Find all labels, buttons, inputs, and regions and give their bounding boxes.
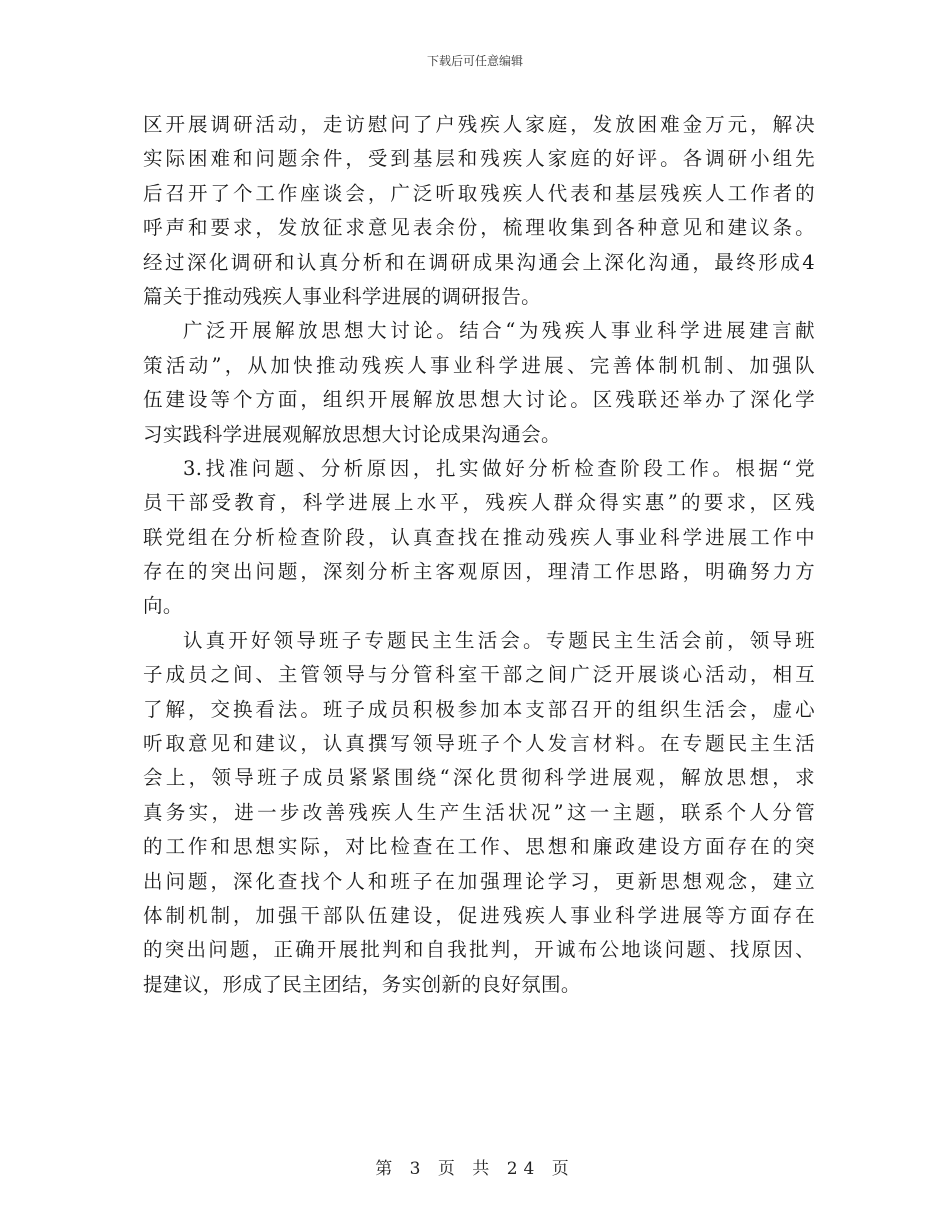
text-line: 后召开了个工作座谈会，广泛听取残疾人代表和基层残疾人工作者的 xyxy=(143,181,815,205)
text-line: 习实践科学进展观解放思想大讨论成果沟通会。 xyxy=(143,422,561,446)
text-line: 的工作和思想实际，对比检查在工作、思想和廉政建设方面存在的突 xyxy=(143,835,815,859)
text-line: 会上，领导班子成员紧紧围绕“深化贯彻科学进展观，解放思想，求 xyxy=(143,766,815,790)
text-line: 听取意见和建议，认真撰写领导班子个人发言材料。在专题民主生活 xyxy=(143,732,815,756)
text-line: 呼声和要求，发放征求意见表余份，梳理收集到各种意见和建议条。 xyxy=(143,216,815,240)
text-line: 3.找准问题、分析原因，扎实做好分析检查阶段工作。根据“党 xyxy=(183,456,815,480)
text-line: 篇关于推动残疾人事业科学进展的调研报告。 xyxy=(143,284,542,308)
page-footer: 第 3 页 共 24 页 xyxy=(375,1159,575,1179)
text-line: 的突出问题，正确开展批判和自我批判，开诚布公地谈问题、找原因、 xyxy=(143,938,815,962)
text-line: 出问题，深化查找个人和班子在加强理论学习，更新思想观念，建立 xyxy=(143,869,815,893)
text-line: 伍建设等个方面，组织开展解放思想大讨论。区残联还举办了深化学 xyxy=(143,388,815,412)
text-line: 了解，交换看法。班子成员积极参加本支部召开的组织生活会，虚心 xyxy=(143,697,815,721)
text-line: 策活动”，从加快推动残疾人事业科学进展、完善体制机制、加强队 xyxy=(143,353,815,377)
text-line: 体制机制，加强干部队伍建设，促进残疾人事业科学进展等方面存在 xyxy=(143,903,815,927)
text-line: 员干部受教育，科学进展上水平，残疾人群众得实惠”的要求，区残 xyxy=(143,491,815,515)
text-line: 广泛开展解放思想大讨论。结合“为残疾人事业科学进展建言献 xyxy=(183,319,815,343)
text-line: 子成员之间、主管领导与分管科室干部之间广泛开展谈心活动，相互 xyxy=(143,663,815,687)
page-header: 下载后可任意编辑 xyxy=(426,54,523,68)
text-line: 存在的突出问题，深刻分析主客观原因，理清工作思路，明确努力方 xyxy=(143,560,815,584)
text-line: 联党组在分析检查阶段，认真查找在推动残疾人事业科学进展工作中 xyxy=(143,525,815,549)
text-line: 区开展调研活动，走访慰问了户残疾人家庭，发放困难金万元，解决 xyxy=(143,113,815,136)
text-line: 真务实，进一步改善残疾人生产生活状况”这一主题，联系个人分管 xyxy=(143,800,815,824)
body-text xyxy=(143,108,815,1002)
text-line: 向。 xyxy=(143,594,183,618)
text-line: 经过深化调研和认真分析和在调研成果沟通会上深化沟通，最终形成4 xyxy=(143,250,815,274)
text-line: 认真开好领导班子专题民主生活会。专题民主生活会前，领导班 xyxy=(183,628,815,652)
text-line: 提建议，形成了民主团结，务实创新的良好氛围。 xyxy=(143,972,581,996)
text-line: 实际困难和问题余件，受到基层和残疾人家庭的好评。各调研小组先 xyxy=(143,147,815,171)
